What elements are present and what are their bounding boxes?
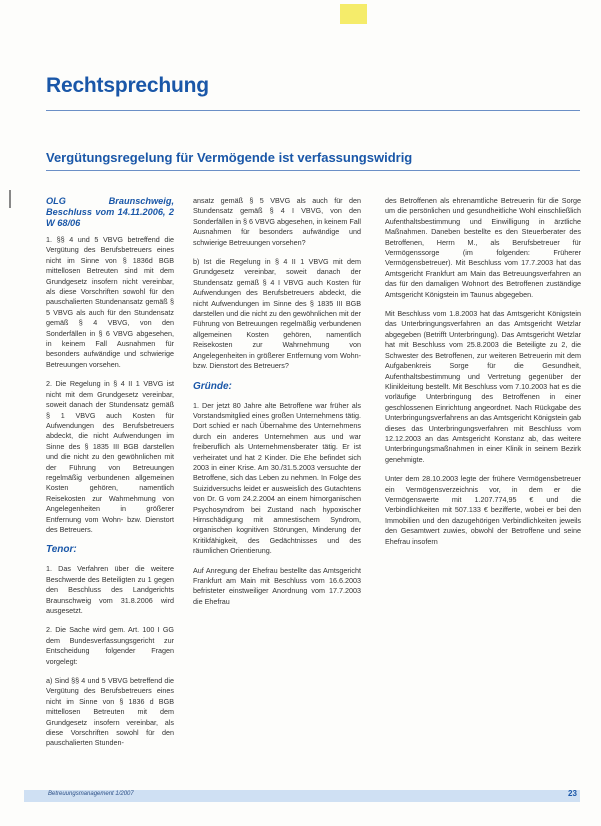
case-reference: OLG Braunschweig, Beschluss vom 14.11.2006, 2 W 68/06 [46,196,174,228]
tenor-paragraph: a) Sind §§ 4 und 5 VBVG betreffend die Vergütung des Berufsbetreuers eines nicht im Sinne von § 1836 d BGB mittellosen Betreuten mit dem Grundgesetz insofern vereinbar, als diese Vorschriften sowohl für den pauschalierten Stunden- [46,676,174,748]
tenor-paragraph: 2. Die Sache wird gem. Art. 100 I GG dem Bundesverfassungsgericht zur Entscheidung folgender Fragen vorgelegt: [46,625,174,666]
title-rule [46,170,580,171]
journal-name: Betreuungsmanagement 1/2007 [48,791,134,797]
column-3 [385,196,581,556]
body-paragraph: ansatz gemäß § 5 VBVG als auch für den Stundensatz gemäß § 4 I VBVG, von den Sonderfällen in § 6 VBVG abgesehen, in keinem Fall Ausnahmen für besonders aufwändige und schwierige Betreuungen vorsehen? [193,196,361,247]
reasons-paragraph: 1. Der jetzt 80 Jahre alte Betroffene war früher als Vorstandsmitglied eines großen Unternehmens tätig. Dort schied er nach Übernahme des Unternehmens durch ein anderes Unternehmen aus und war freiberuflich als Unternehmensberater tätig. Er ist verheiratet und hat 2 Kinder. Die Ehe befindet sich 2003 in einer Krise. Am 30./31.5.2003 versuchte der Betroffene, sich das Leben zu nehmen. In Folge des Suizidversuchs leidet er ausweislich des Gutachtens von Dr. G vom 24.2.2004 an einem hirnorganischen Psychosyndrom bei Zustand nach hypoxischer Hirnschädigung mit amnestischem Syndrom, organischen kognitiven Störungen, Minderung der Kritikfähigkeit, des Gedächtnisses und des räumlichen Orientierung. [193,400,361,556]
headnote-2: 2. Die Regelung in § 4 II 1 VBVG ist nicht mit dem Grundgesetz vereinbar, soweit danach der Stundensatz gemäß § 1 VBVG auch Kosten für Aufwendungen des Berufsbetreuers abdeckt, die nicht Aufwendungen im Sinne des § 1835 III BGB darstellen und die nicht zu den gewöhnlichen mit der Führung von Betreuungen regelmäßig verbundenen allgemeinen Kosten gehören, namentlich Reisekosten zur Wahrnehmung von Angelegenheiten in größerer Entfernung vom Wohn- bzw. Dienstort des Betreuers. [46,379,174,534]
heading-rule [46,110,580,111]
gruende-heading: Gründe: [193,380,232,392]
body-paragraph: b) Ist die Regelung in § 4 II 1 VBVG mit dem Grundgesetz vereinbar, soweit danach der Stundensatz gemäß § 4 I VBVG auch Kosten für Aufwendungen des Berufsbetreuers abdeckt, die nicht Aufwendungen im Sinne des § 1835 III BGB darstellen und die nicht zu den gewöhnlichen mit der Führung von Betreuungen regelmäßig verbundenen allgemeinen Kosten gehören, namentlich Reisekosten zur Wahrnehmung von Angelegenheiten in größerer Entfernung vom Wohn- bzw. Dienstort des Betreuers? [193,257,361,371]
page-heading: Rechtsprechung [46,74,209,97]
body-paragraph: des Betroffenen als ehrenamtliche Betreuerin für die Sorge um die persönlichen und gesundheitliche Wohl einschließlich Aufenthaltsbestimmung und Einwilligung in ärztliche Maßnahmen. Daneben bestellte es den Steuerberater des Betroffenen, Herrn M., als Berufsbetreuer für Vermögenssorge (im folgenden: Früherer Vermögensbetreuer). Mit Beschluss vom 17.7.2003 hat das Amtsgericht Frankfurt am Main das Betreuungsverfahren an das für den damaligen Wohnort des Betroffenen zuständige Amtsgericht Königstein im Taunus abgegeben. [385,196,581,299]
margin-mark [9,190,11,208]
body-paragraph: Unter dem 28.10.2003 legte der frühere Vermögensbetreuer ein Vermögensverzeichnis vor, in dem er die Vermögenswerte mit 1.207.774,95 € und die Verbindlichkeiten mit 507.133 € bezifferte, wobei er bei den Immobilien und den dazugehörigen Verbindlichkeiten jeweils den Gesamtwert zuwies, obwohl der Betroffene und seine Ehefrau insofern [385,474,581,546]
article-title: Vergütungsregelung für Vermögende ist verfassungswidrig [46,150,413,165]
page-number: 23 [568,789,577,798]
tenor-paragraph: 1. Das Verfahren über die weitere Beschwerde des Beteiligten zu 1 gegen den Beschluss des Landgerichts Braunschweig vom 31.8.2006 wird ausgesetzt. [46,564,174,615]
page-footer [0,786,601,808]
headnote-1: 1. §§ 4 und 5 VBVG betreffend die Vergütung des Berufsbetreuers eines nicht im Sinne von § 1836d BGB mittellosen Betreuten sind mit dem Grundgesetz insofern nicht vereinbar, als diese Vorschriften sowohl für den pauschalierten Stundenansatz gemäß § 5 VBVG als auch für den Stundensatz gemäß § 4 VBVG, von den Sonderfällen in § 6 VBVG abgesehen, in keinem Fall Ausnahmen für besonders aufwändige und schwierige Betreuungen vorsehen. [46,235,174,369]
reasons-paragraph: Auf Anregung der Ehefrau bestellte das Amtsgericht Frankfurt am Main mit Beschluss vom 16.6.2003 befristeter einstweiliger Anordnung vom 17.7.2003 die Ehefrau [193,565,361,606]
tenor-heading: Tenor: [46,544,77,556]
column-2 [193,196,361,616]
column-1 [46,196,174,758]
body-paragraph: Mit Beschluss vom 1.8.2003 hat das Amtsgericht Königstein das Unterbringungsverfahren an das Amtsgericht Wetzlar abgegeben (Betrifft Unterbringung). Das Amtsgericht Wetzlar hat mit Beschluss vom 25.8.2003 die Beteiligte zu 2, die Schwester des Betroffenen, zur weiteren Betreuerin mit dem Aufgabenkreis Sorge für die Gesundheit, Aufenthaltsbestimmung und Vertretung gegenüber der Klinikleitung bestellt. Mit Beschluss vom 7.10.2003 hat es die vorläufige Unterbringung des Betroffenen in einer geschlossenen Einrichtung angeordnet. Nach Rückgabe des Unterbringungsverfahrens an das Amtsgericht Königstein gab dieses das Unterbringungsverfahren mit Beschluss vom 12.12.2003 an das Amtsgericht Konstanz ab, das weitere Unterbringungsmaßnahmen in einer Klinik in seinem Bezirk genehmigte. [385,309,581,464]
sticky-note [340,4,367,24]
